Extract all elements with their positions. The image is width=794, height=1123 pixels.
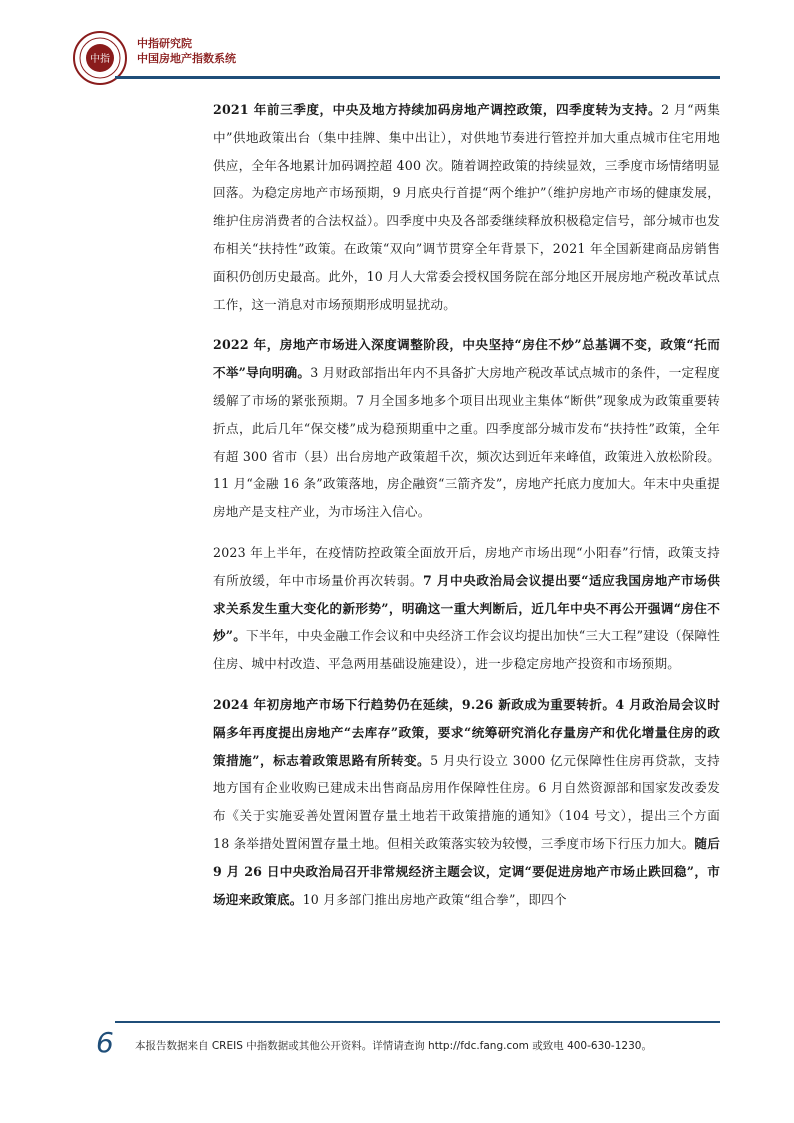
paragraph-2023 — [213, 539, 720, 678]
paragraph-2023-text: 下半年，中央金融工作会议和中央经济工作会议均提出加快“三大工程”建设（保障性住房、城中村改造、平急两用基础设施建设），进一步稳定房地产投资和市场预期。 — [213, 628, 720, 672]
footer-divider — [115, 1021, 720, 1023]
header-divider — [115, 76, 720, 79]
org-name: 中指研究院 — [137, 37, 192, 50]
paragraph-2021 — [213, 96, 720, 318]
paragraph-2023-bold: 7 月中央政治局会议提出要“适应我国房地产市场供求关系发生重大变化的新形势”，明确这一重大判断后，近几年中央不再公开强调“房住不炒”。 — [213, 572, 720, 644]
paragraph-2021-lead: 2021 年前三季度，中央及地方持续加码房地产调控政策，四季度转为支持。 — [213, 102, 662, 117]
paragraph-2024-text: 5 月央行设立 3000 亿元保障性住房再贷款，支持地方国有企业收购已建成未出售商品房用作保障性住房。6 月自然资源部和国家发改委发布《关于实施妥善处置闲置存量土地若干政策措施的通知》（104 号文），提出三个方面 18 条举措处置闲置存量土地。但相关政策落实较为较慢，三季度市场下行压力加大。 — [213, 752, 720, 851]
org-subtitle: 中国房地产指数系统 — [137, 52, 236, 65]
logo-center-text: 中指 — [90, 54, 110, 65]
paragraph-2022-text: 3 月财政部指出年内不具备扩大房地产税改革试点城市的条件，一定程度缓解了市场的紧张预期。7 月全国多地多个项目出现业主集体“断供”现象成为政策重要转折点，此后几年“保交楼”成为稳预期重中之重。四季度部分城市发布“扶持性”政策，全年有超 300 省市（县）出台房地产政策超千次，频次达到近年来峰值，政策进入放松阶段。11 月“金融 16 条”政策落地，房企融资“三箭齐发”，房地产托底力度加大。年末中央重提房地产是支柱产业，为市场注入信心。 — [213, 365, 721, 520]
paragraph-2023-lead: 2023 年上半年，在疫情防控政策全面放开后，房地产市场出现“小阳春”行情，政策支持有所放缓，年中市场量价再次转弱。 — [213, 544, 720, 588]
footer-note: 本报告数据来自 CREIS 中指数据或其他公开资料。详情请查询 http://fdc.fang.com 或致电 400-630-1230。 — [135, 1040, 652, 1052]
paragraph-2024-text2: 10 月多部门推出房地产政策“组合拳”，即四个 — [302, 891, 567, 907]
page-number: 6 — [96, 1026, 114, 1059]
paragraph-2024 — [213, 691, 720, 913]
report-body — [213, 96, 720, 926]
paragraph-2022 — [213, 331, 720, 526]
brand-block — [137, 36, 236, 66]
paragraph-2024-bold2: 随后 9 月 26 日中央政治局召开非常规经济主题会议，定调“要促进房地产市场止跌回稳”，市场迎来政策底。 — [213, 835, 720, 907]
paragraph-2021-text: 2 月“两集中”供地政策出台（集中挂牌、集中出让），对供地节奏进行管控并加大重点城市住宅用地供应，全年各地累计加码调控超 400 次。随着调控政策的持续显效，三季度市场情绪明显回落。为稳定房地产市场预期，9 月底央行首提“两个维护”（维护房地产市场的健康发展，维护住房消费者的合法权益）。四季度中央及各部委继续释放积极稳定信号，部分城市也发布相关“扶持性”政策。在政策“双向”调节贯穿全年背景下，2021 年全国新建商品房销售面积仍创历史最高。此外，10 月人大常委会授权国务院在部分地区开展房地产税改革试点工作，这一消息对市场预期形成明显扰动。 — [213, 102, 720, 312]
paragraph-2024-lead: 2024 年初房地产市场下行趋势仍在延续，9.26 新政成为重要转折。4 月政治局会议时隔多年再度提出房地产“去库存”政策，要求“统筹研究消化存量房产和优化增量住房的政策措施”，标志着政策思路有所转变。 — [213, 696, 720, 768]
paragraph-2022-lead: 2022 年，房地产市场进入深度调整阶段，中央坚持“房住不炒”总基调不变，政策“托而不举”导向明确。 — [213, 337, 720, 381]
page-header — [0, 0, 794, 90]
